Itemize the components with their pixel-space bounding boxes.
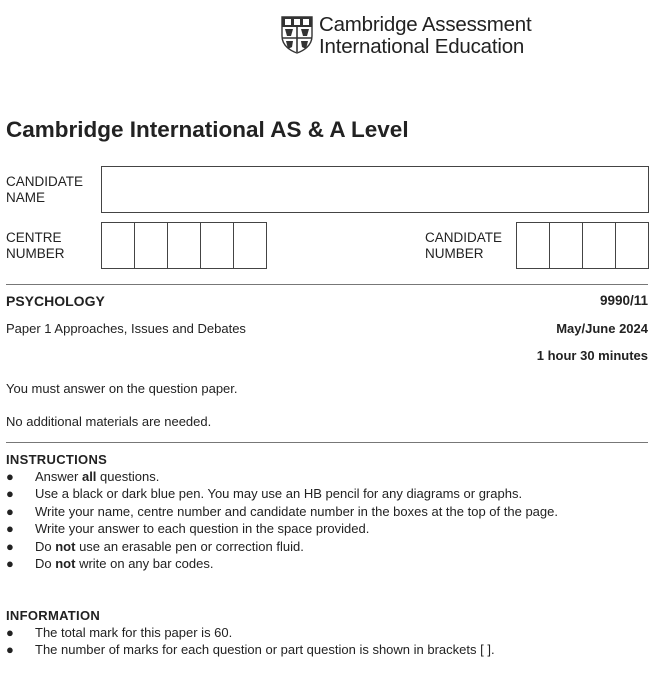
candidate-number-box[interactable] [583,223,616,268]
candidate-number-label: CANDIDATE NUMBER [425,230,503,261]
page-title: Cambridge International AS & A Level [6,117,409,142]
bullet-icon: ● [6,642,14,658]
paper-title: Paper 1 Approaches, Issues and Debates [6,321,246,336]
logo-text-line2: International Education [319,35,525,58]
instruction-item: ● Answer all questions. [6,469,160,484]
instructions-list [6,468,558,572]
bullet-icon: ● [6,521,14,537]
bullet-icon: ● [6,469,14,484]
candidate-number-boxes [516,222,649,269]
divider [6,442,648,443]
instruction-item: ● Do not use an erasable pen or correction fluid. [6,538,304,554]
centre-number-boxes [101,222,267,269]
candidate-number-box[interactable] [517,223,550,268]
information-item: ● The number of marks for each question or part question is shown in brackets [ ]. [6,642,495,658]
bullet-icon: ● [6,538,14,554]
divider [6,284,648,285]
answer-note: You must answer on the question paper. [6,381,238,396]
candidate-name-field[interactable] [101,166,649,213]
candidate-name-label: CANDIDATE NAME [6,174,84,205]
centre-number-label: CENTRE NUMBER [6,230,65,261]
exam-duration: 1 hour 30 minutes [536,348,648,363]
information-list [6,624,495,659]
bullet-icon: ● [6,486,14,502]
cambridge-shield-logo [281,16,313,54]
centre-number-box[interactable] [234,223,266,268]
bullet-icon: ● [6,625,14,640]
candidate-number-box[interactable] [616,223,648,268]
centre-number-box[interactable] [168,223,201,268]
syllabus-code: 9990/11 [599,293,648,308]
instructions-heading: INSTRUCTIONS [6,452,108,467]
information-item: ● The total mark for this paper is 60. [6,625,233,640]
centre-number-box[interactable] [102,223,135,268]
instruction-item: ● Write your name, centre number and candidate number in the boxes at the top of the page. [6,503,558,519]
subject-title: PSYCHOLOGY [6,293,105,309]
information-heading: INFORMATION [6,608,101,623]
candidate-number-box[interactable] [550,223,583,268]
bullet-icon: ● [6,503,14,519]
instruction-item: ● Do not write on any bar codes. [6,555,214,571]
centre-number-box[interactable] [201,223,234,268]
logo-text-line1: Cambridge Assessment [319,13,532,36]
instruction-item: ● Use a black or dark blue pen. You may use an HB pencil for any diagrams or graphs. [6,486,523,502]
instruction-item: ● Write your answer to each question in the space provided. [6,521,370,537]
materials-note: No additional materials are needed. [6,414,212,429]
bullet-icon: ● [6,555,14,571]
exam-session: May/June 2024 [556,321,648,336]
centre-number-box[interactable] [135,223,168,268]
